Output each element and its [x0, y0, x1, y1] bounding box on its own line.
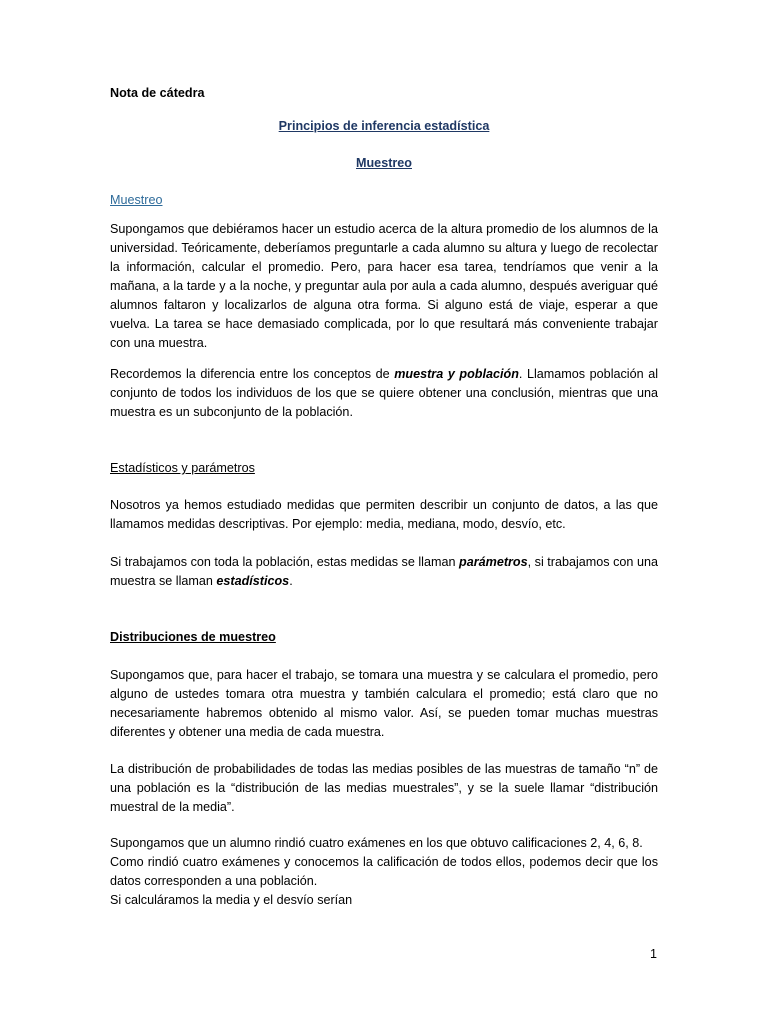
term-parametros: parámetros — [459, 555, 528, 569]
section-heading-distribuciones: Distribuciones de muestreo — [110, 630, 276, 644]
term-estadisticos: estadísticos — [216, 574, 290, 588]
paragraph-medidas: Nosotros ya hemos estudiado medidas que permiten describir un conjunto de datos, a las que llamamos medidas descriptivas. Por ejemplo: media, mediana, modo, desvío, etc. — [110, 498, 658, 531]
document-title: Principios de inferencia estadística — [278, 119, 490, 133]
example-line-1: Supongamos que un alumno rindió cuatro exámenes en los que obtuvo calificaciones 2, 4, 6, 8. — [110, 836, 643, 850]
example-line-2: Como rindió cuatro exámenes y conocemos la calificación de todos ellos, podemos decir que los datos corresponden a una población. — [110, 855, 658, 888]
paragraph-distribucion: La distribución de probabilidades de todas las medias posibles de las muestras de tamaño “n” de una población es la “distribución de las medias muestrales”, y se la suele llamar “distribución muestral de la media”. — [110, 762, 658, 814]
document-subtitle: Muestreo — [356, 156, 412, 170]
example-line-3: Si calculáramos la media y el desvío serían — [110, 893, 353, 907]
paragraph-muestra-poblacion: Recordemos la diferencia entre los conceptos de muestra y población. Llamamos población al conjunto de todos los individuos de los que se quiere obtener una conclusión, mientras que una muestra es un subconjunto de la población. — [110, 367, 658, 419]
paragraph-muestreo-trabajo: Supongamos que, para hacer el trabajo, se tomara una muestra y se calculara el promedio, pero alguno de ustedes tomara otra muestra y también calculara el promedio; está claro que no necesariamente habremos obtenido al mismo valor. Así, se pueden tomar muchas muestras diferentes y obtener una media de cada muestra. — [110, 668, 658, 739]
term-muestra-poblacion: muestra y población — [394, 367, 519, 381]
paragraph-intro: Supongamos que debiéramos hacer un estudio acerca de la altura promedio de los alumnos de la universidad. Teóricamente, deberíamos preguntarle a cada alumno su altura y luego de recolectar la información, calcular el promedio. Pero, para hacer esa tarea, tendríamos que venir a la mañana, a la tarde y a la noche, y preguntar aula por aula a cada alumno, después averiguar qué alumnos faltaron y localizarlos de alguna otra forma. Si alguno está de viaje, esperar a que vuelva. La tarea se hace demasiado complicada, por lo que resultará más conveniente trabajar con una muestra. — [110, 222, 658, 350]
section-heading-estadisticos: Estadísticos y parámetros — [110, 461, 255, 475]
paragraph-parametros: Si trabajamos con toda la población, estas medidas se llaman parámetros, si trabajamos con una muestra se llaman estadísticos. — [110, 555, 658, 588]
header-label: Nota de cátedra — [110, 86, 205, 100]
section-heading-muestreo: Muestreo — [110, 193, 163, 207]
page-number: 1 — [649, 947, 657, 961]
paragraph-ejemplo — [110, 834, 658, 910]
